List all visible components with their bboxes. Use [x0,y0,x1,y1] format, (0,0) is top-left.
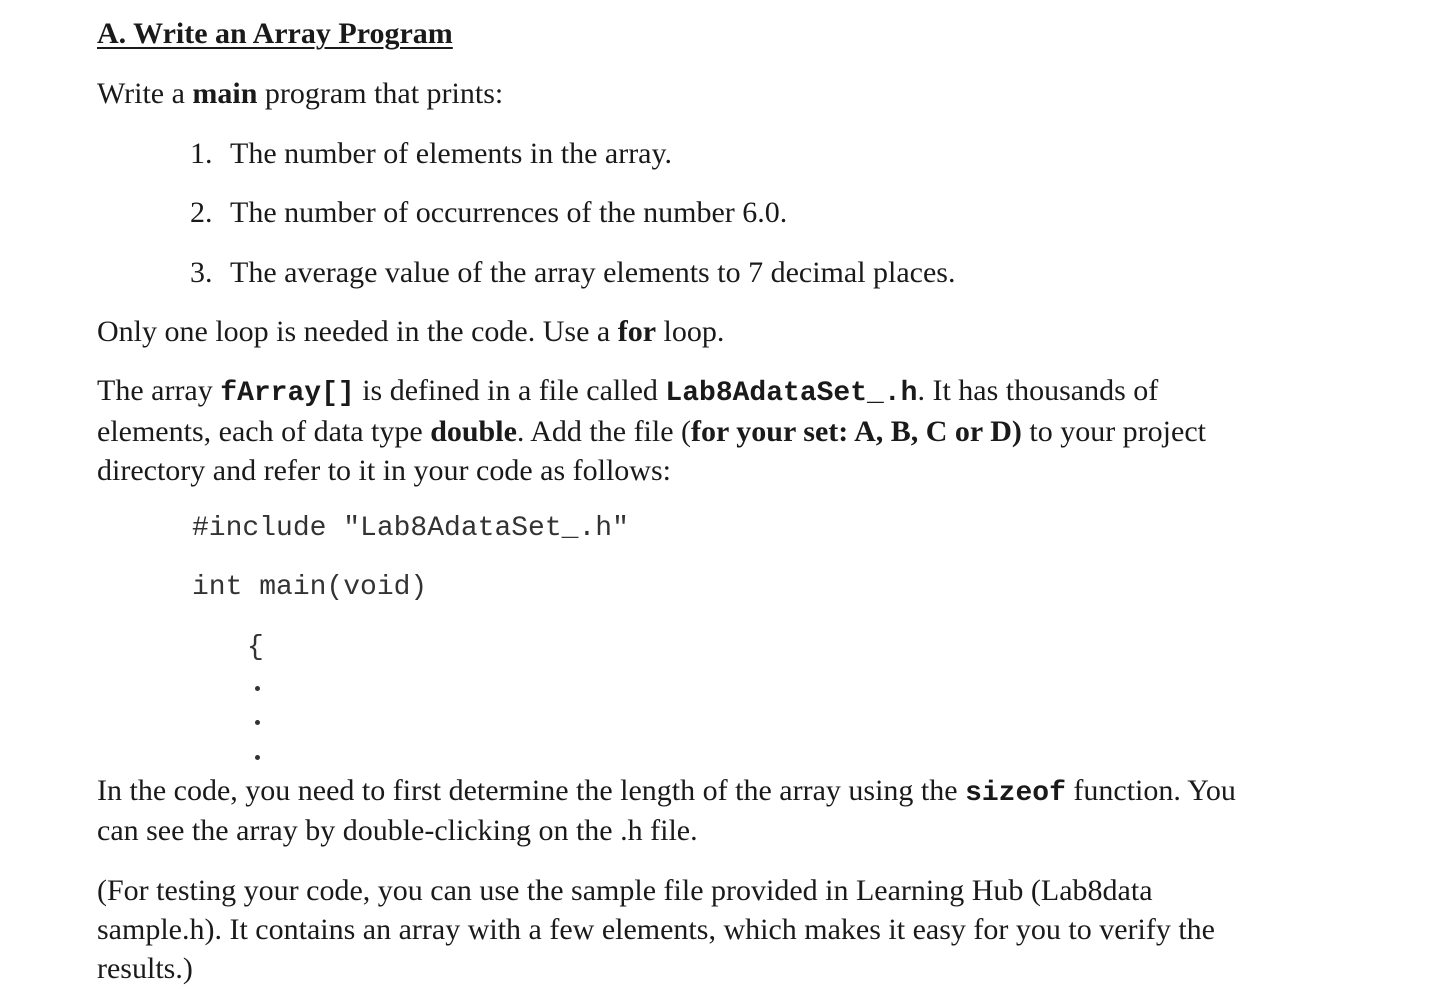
array-text: to your project [1021,415,1206,448]
list-item [190,134,672,173]
sizeof-text: In the code, you need to first determine the length of the array using the [97,774,966,807]
ellipsis-dot [255,720,260,725]
intro-text-post: program that prints: [257,77,504,110]
list-text: The number of elements in the array. [230,137,673,170]
code-sizeof: sizeof [965,778,1066,809]
ellipsis-dot [255,686,260,691]
list-text: The average value of the array elements to 7 decimal places. [230,256,956,289]
intro-bold-main: main [192,77,258,110]
code-filename: Lab8AdataSet_.h [665,378,918,409]
ellipsis-dot [255,755,260,760]
bold-double: double [430,415,517,448]
list-number: 1. [190,137,213,170]
section-heading: A. Write an Array Program [97,17,453,50]
array-text: The array [97,374,221,407]
loop-bold-for: for [617,315,657,348]
sizeof-text: function. You [1065,774,1236,807]
list-item [190,253,955,292]
sizeof-paragraph-line2: can see the array by double-clicking on the .h file. [97,814,698,847]
loop-text-pre: Only one loop is needed in the code. Use a [97,315,618,348]
array-paragraph-line1 [97,371,1158,413]
code-open-brace: { [247,632,264,663]
list-text: The number of occurrences of the number 6.0. [230,196,788,229]
array-paragraph-line2 [97,412,1206,451]
array-text: . Add the file ( [516,415,692,448]
list-number: 3. [190,256,213,289]
testing-paragraph-line3: results.) [97,952,193,985]
list-item [190,193,787,232]
intro-text-pre: Write a [97,77,193,110]
array-text: . It has thousands of [917,374,1159,407]
testing-paragraph-line1: (For testing your code, you can use the sample file provided in Learning Hub (Lab8data [97,874,1153,907]
code-include-line: #include "Lab8AdataSet_.h" [192,513,629,544]
code-farray: fArray[] [220,378,355,409]
array-paragraph-line3: directory and refer to it in your code as follows: [97,454,671,487]
list-number: 2. [190,196,213,229]
loop-paragraph [97,312,724,351]
array-text: elements, each of data type [97,415,431,448]
testing-paragraph-line2: sample.h). It contains an array with a few elements, which makes it easy for you to verify the [97,913,1215,946]
bold-set-note: for your set: A, B, C or D) [691,415,1022,448]
intro-paragraph [97,74,503,113]
sizeof-paragraph-line1 [97,771,1236,813]
loop-text-post: loop. [656,315,725,348]
code-main-signature: int main(void) [192,572,428,603]
array-text: is defined in a file called [354,374,666,407]
